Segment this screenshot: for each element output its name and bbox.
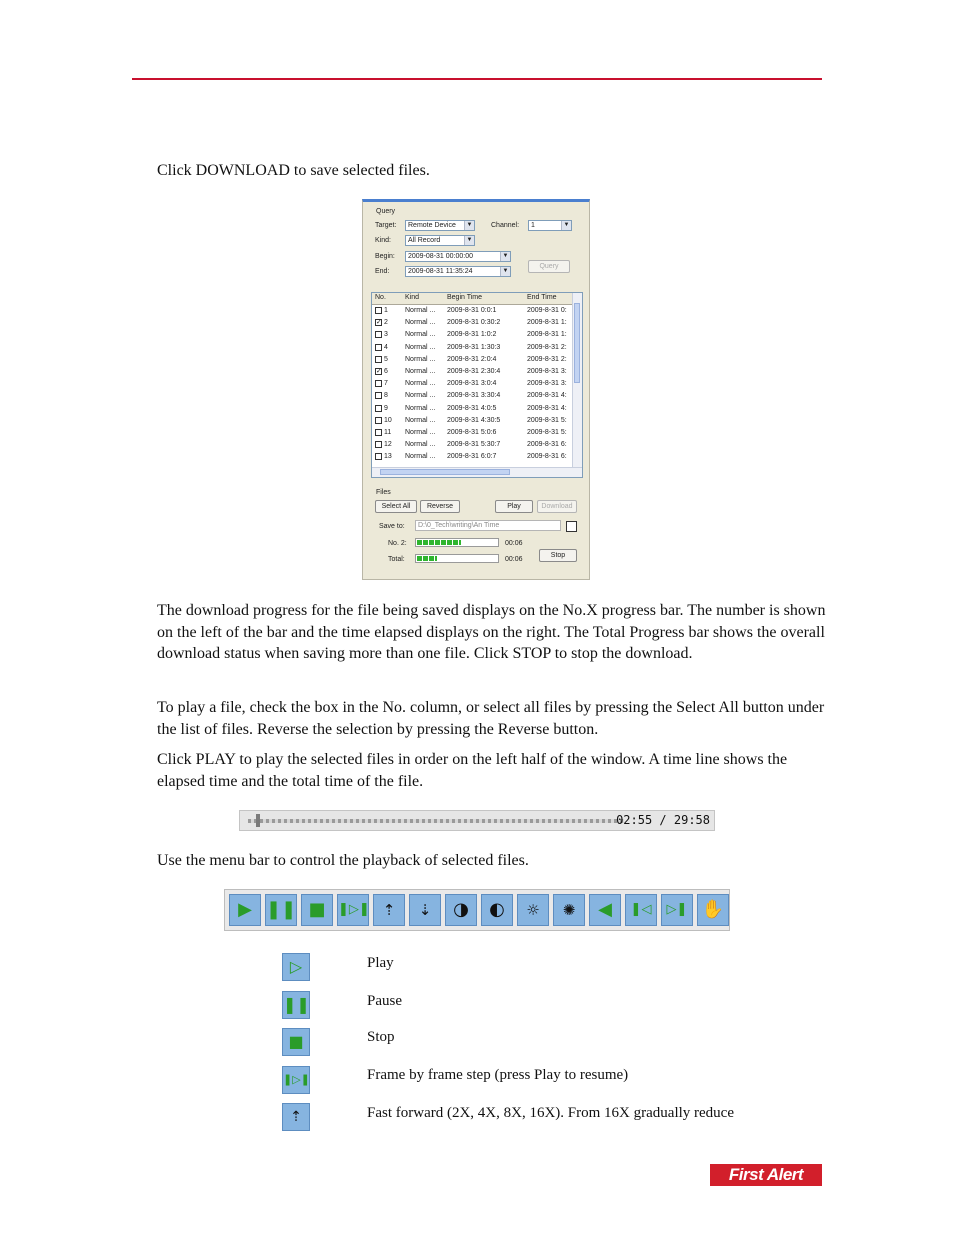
row-checkbox[interactable] <box>375 429 382 436</box>
file-list <box>371 292 583 478</box>
row-number: 4 <box>384 343 388 351</box>
table-row[interactable] <box>372 427 574 439</box>
col-end-time: End Time <box>527 294 557 301</box>
row-number: 6 <box>384 368 388 375</box>
target-value: Remote Device <box>408 222 456 229</box>
row-kind: Normal ... <box>405 392 436 400</box>
pause-icon[interactable]: ❚❚ <box>265 894 297 926</box>
query-button[interactable]: Query <box>528 260 570 273</box>
row-checkbox[interactable] <box>375 331 382 338</box>
row-kind: Normal ... <box>405 404 436 412</box>
row-begin-time: 2009-8-31 5:30:7 <box>447 441 501 449</box>
first-alert-logo: First Alert <box>710 1164 822 1186</box>
table-row[interactable] <box>372 378 574 390</box>
next-file-icon[interactable]: ▷❚ <box>661 894 693 926</box>
row-begin-time: 2009-8-31 2:30:4 <box>447 368 501 375</box>
select-all-button[interactable]: Select All <box>375 500 417 513</box>
save-to-field[interactable]: D:\0_Tech\writing\An Time <box>415 520 561 531</box>
timeline-time: 02:55 / 29:58 <box>616 813 710 827</box>
download-button[interactable]: Download <box>537 500 577 513</box>
table-row[interactable] <box>372 305 574 317</box>
frame-step-icon: ❚▷❚ <box>282 1066 310 1094</box>
total-label: Total: <box>388 556 405 563</box>
progress-fill <box>417 556 437 561</box>
row-checkbox[interactable]: ✓ <box>376 319 382 327</box>
table-row[interactable] <box>372 390 574 402</box>
row-begin-time: 2009-8-31 6:0:7 <box>447 453 497 461</box>
timeline-knob[interactable] <box>256 814 260 827</box>
stop-button[interactable]: Stop <box>539 549 577 562</box>
row-begin-time: 2009-8-31 3:30:4 <box>447 392 501 400</box>
row-begin-time: 2009-8-31 4:0:5 <box>447 404 497 412</box>
row-number: 13 <box>384 453 392 461</box>
row-end-time: 2009-8-31 6: <box>527 441 567 449</box>
row-kind: Normal ... <box>405 453 436 461</box>
row-kind: Normal ... <box>405 441 436 449</box>
total-time: 00:06 <box>505 556 523 563</box>
row-end-time: 2009-8-31 4: <box>527 404 567 412</box>
channel-select[interactable] <box>528 220 572 231</box>
playback-timeline[interactable] <box>239 810 715 831</box>
select-paragraph: To play a file, check the box in the No. column, or select all files by pressing the Select All button under the list of files. Reverse the selection by pressing the Reverse button. <box>157 699 825 738</box>
row-end-time: 2009-8-31 2: <box>527 343 567 351</box>
target-select[interactable] <box>405 220 475 231</box>
save-to-label: Save to: <box>379 523 405 530</box>
target-label: Target: <box>375 222 397 229</box>
playback-toolbar <box>224 889 730 931</box>
end-datetime[interactable] <box>405 266 511 277</box>
pause-icon: ❚❚ <box>282 991 310 1019</box>
row-begin-time: 2009-8-31 0:30:2 <box>447 319 501 327</box>
row-kind: Normal ... <box>405 319 436 327</box>
table-row[interactable] <box>372 403 574 415</box>
play-paragraph: Click PLAY to play the selected files in order on the left half of the window. A time line shows the elapsed time and the total time of the file. <box>157 751 788 790</box>
query-group-title: Query <box>376 208 396 215</box>
row-end-time: 2009-8-31 3: <box>527 368 567 375</box>
browse-checkbox[interactable] <box>566 521 577 532</box>
play-icon[interactable]: ▶ <box>229 894 261 926</box>
table-row[interactable] <box>372 354 574 366</box>
kind-label: Kind: <box>375 237 391 244</box>
row-checkbox[interactable] <box>375 307 382 314</box>
chevron-down-icon: ▼ <box>561 221 571 230</box>
row-end-time: 2009-8-31 5: <box>527 416 567 424</box>
vertical-scrollbar[interactable] <box>572 293 582 469</box>
row-number: 12 <box>384 441 392 449</box>
file-list-header <box>372 293 574 305</box>
header-rule <box>132 78 822 80</box>
row-number: 10 <box>384 416 392 424</box>
channel-value: 1 <box>531 222 535 229</box>
row-checkbox[interactable] <box>375 356 382 363</box>
row-number: 11 <box>384 429 392 436</box>
row-end-time: 2009-8-31 1: <box>527 319 567 327</box>
row-checkbox[interactable] <box>375 441 382 448</box>
row-checkbox[interactable]: ✓ <box>376 368 382 375</box>
hand-icon[interactable]: ✋ <box>697 894 729 926</box>
row-kind: Normal ... <box>405 307 436 314</box>
row-begin-time: 2009-8-31 1:0:2 <box>447 331 497 339</box>
play-icon: ▷ <box>282 953 310 981</box>
chevron-down-icon: ▼ <box>500 267 510 276</box>
legend-pause: Pause <box>367 993 402 1009</box>
legend-fast-forward: Fast forward (2X, 4X, 8X, 16X). From 16X gradually reduce <box>367 1105 735 1121</box>
begin-label: Begin: <box>375 253 395 260</box>
contrast-down-icon[interactable]: ◐ <box>481 894 513 926</box>
end-value: 2009-08-31 11:35:24 <box>408 268 473 275</box>
row-kind: Normal ... <box>405 416 436 424</box>
scroll-thumb[interactable] <box>574 303 580 383</box>
chevron-down-icon: ▼ <box>464 236 474 245</box>
row-end-time: 2009-8-31 6: <box>527 453 567 461</box>
current-time: 00:06 <box>505 540 523 547</box>
row-kind: Normal ... <box>405 343 436 351</box>
row-number: 5 <box>384 355 388 363</box>
row-checkbox[interactable] <box>375 380 382 387</box>
row-begin-time: 2009-8-31 4:30:5 <box>447 416 501 424</box>
current-progress-bar <box>415 538 499 547</box>
row-end-time: 2009-8-31 3: <box>527 380 567 388</box>
col-begin-time: Begin Time <box>447 294 483 301</box>
row-checkbox[interactable] <box>375 392 382 399</box>
horizontal-scrollbar[interactable] <box>372 467 582 477</box>
row-end-time: 2009-8-31 5: <box>527 429 567 436</box>
row-begin-time: 2009-8-31 3:0:4 <box>447 380 497 388</box>
menu-bar-paragraph: Use the menu bar to control the playback of selected files. <box>157 852 529 869</box>
frame-step-icon[interactable]: ❚▷❚ <box>337 894 369 926</box>
table-row[interactable] <box>372 415 574 427</box>
scroll-thumb[interactable] <box>380 469 510 475</box>
kind-select[interactable] <box>405 235 475 246</box>
row-number: 9 <box>384 404 388 412</box>
intro-text: Click DOWNLOAD to save selected files. <box>157 162 430 179</box>
begin-datetime[interactable] <box>405 251 511 262</box>
row-end-time: 2009-8-31 2: <box>527 355 567 363</box>
play-button[interactable]: Play <box>495 500 533 513</box>
row-kind: Normal ... <box>405 368 436 375</box>
table-row[interactable] <box>372 451 574 463</box>
total-progress-bar <box>415 554 499 563</box>
row-number: 8 <box>384 392 388 400</box>
kind-value: All Record <box>408 237 441 244</box>
fast-forward-icon[interactable]: ⇡ <box>373 894 405 926</box>
timeline-track[interactable] <box>248 819 624 823</box>
previous-file-icon[interactable]: ❚◁ <box>625 894 657 926</box>
row-begin-time: 2009-8-31 2:0:4 <box>447 355 497 363</box>
begin-value: 2009-08-31 00:00:00 <box>408 253 473 260</box>
download-dialog <box>362 199 590 580</box>
col-kind: Kind <box>405 294 420 301</box>
table-row[interactable] <box>372 317 574 329</box>
col-no: No. <box>375 294 386 301</box>
row-checkbox[interactable] <box>375 417 382 424</box>
contrast-up-icon[interactable]: ◑ <box>445 894 477 926</box>
row-end-time: 2009-8-31 0: <box>527 307 567 314</box>
end-label: End: <box>375 268 390 275</box>
reverse-button[interactable]: Reverse <box>420 500 460 513</box>
channel-label: Channel: <box>491 222 520 229</box>
row-end-time: 2009-8-31 4: <box>527 392 567 400</box>
row-begin-time: 2009-8-31 0:0:1 <box>447 307 497 314</box>
legend-play: Play <box>367 955 394 971</box>
stop-icon[interactable]: ■ <box>301 894 333 926</box>
progress-fill <box>417 540 461 545</box>
slow-forward-icon[interactable]: ⇣ <box>409 894 441 926</box>
legend-stop: Stop <box>367 1029 395 1045</box>
row-checkbox[interactable] <box>375 453 382 460</box>
row-number: 3 <box>384 331 388 339</box>
row-number: 2 <box>384 319 388 327</box>
progress-paragraph: The download progress for the file being saved displays on the No.X progress bar. The number is shown on the left of the bar and the time elapsed displays on the right. The Total Progress bar shows the overall download status when saving more than one file. Click STOP to stop the download. <box>157 602 826 662</box>
row-number: 1 <box>384 307 388 314</box>
chevron-down-icon: ▼ <box>500 252 510 261</box>
row-checkbox[interactable] <box>375 405 382 412</box>
row-kind: Normal ... <box>405 380 436 388</box>
row-kind: Normal ... <box>405 355 436 363</box>
row-kind: Normal ... <box>405 429 436 436</box>
row-kind: Normal ... <box>405 331 436 339</box>
row-checkbox[interactable] <box>375 344 382 351</box>
brightness-down-icon[interactable]: ✺ <box>553 894 585 926</box>
volume-icon[interactable]: ◀ <box>589 894 621 926</box>
table-row[interactable] <box>372 366 574 378</box>
fast-forward-icon: ⇡ <box>282 1103 310 1131</box>
row-begin-time: 2009-8-31 5:0:6 <box>447 429 497 436</box>
files-group-title: Files <box>376 489 391 496</box>
table-row[interactable] <box>372 329 574 341</box>
brightness-up-icon[interactable]: ☼ <box>517 894 549 926</box>
stop-icon: ■ <box>282 1028 310 1056</box>
chevron-down-icon: ▼ <box>464 221 474 230</box>
current-file-label: No. 2: <box>388 540 407 547</box>
row-number: 7 <box>384 380 388 388</box>
table-row[interactable] <box>372 439 574 451</box>
row-end-time: 2009-8-31 1: <box>527 331 567 339</box>
legend-frame-step: Frame by frame step (press Play to resume) <box>367 1067 629 1083</box>
row-begin-time: 2009-8-31 1:30:3 <box>447 343 501 351</box>
table-row[interactable] <box>372 342 574 354</box>
